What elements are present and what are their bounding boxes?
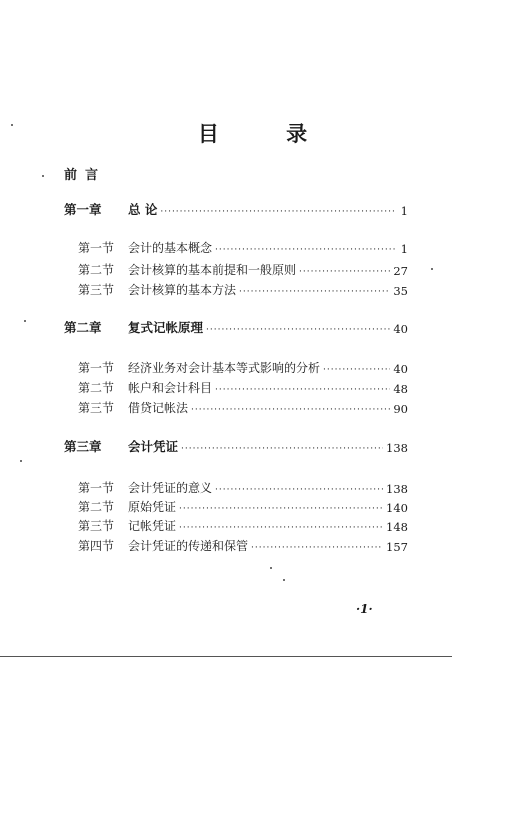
preface-heading: 前言 [64,168,107,183]
leader-dots [299,266,390,278]
section-number: 第二节 [78,381,115,395]
toc-chapter-3[interactable] [64,437,408,455]
section-title: 会计的基本概念 [128,241,213,255]
page-ref: 40 [393,362,408,376]
leader-dots [251,542,383,554]
section-number: 第一节 [78,241,115,255]
scan-speck [283,579,285,581]
toc-section[interactable] [64,516,408,534]
toc-chapter-1[interactable] [64,200,408,218]
page-title: 目 录 [197,121,338,146]
page-ref: 35 [393,284,408,298]
toc-section[interactable] [64,238,408,256]
toc-section[interactable] [64,280,408,298]
bottom-rule [0,656,452,657]
chapter-number: 第二章 [64,320,102,335]
leader-dots [179,503,383,515]
page-ref: 40 [393,322,408,336]
scan-speck [431,268,433,270]
section-title: 帐户和会计科目 [128,381,213,395]
leader-dots [239,286,390,298]
section-number: 第一节 [78,361,115,375]
leader-dots [215,244,395,256]
chapter-number: 第三章 [64,439,102,454]
page-ref: 157 [386,540,408,554]
leader-dots [323,364,390,376]
toc-section[interactable] [64,260,408,278]
leader-dots [206,324,390,336]
chapter-title: 复式记帐原理 [128,320,204,335]
section-title: 会计凭证的传递和保管 [128,539,249,553]
leader-dots [181,443,383,455]
scan-speck [270,567,272,569]
chapter-number: 第一章 [64,202,102,217]
section-number: 第三节 [78,401,115,415]
section-title: 会计凭证的意义 [128,481,213,495]
page-ref: 138 [386,482,408,496]
toc-section[interactable] [64,478,408,496]
section-title: 借贷记帐法 [128,401,189,415]
toc-section[interactable] [64,378,408,396]
leader-dots [179,522,383,534]
page-ref: 140 [386,501,408,515]
toc-section[interactable] [64,398,408,416]
toc-section[interactable] [64,497,408,515]
section-number: 第三节 [78,519,115,533]
page-ref: 148 [386,520,408,534]
scan-speck [42,175,44,177]
scan-speck [11,124,13,126]
scan-speck [20,460,22,462]
page-ref: 1 [400,242,408,256]
page-ref: 48 [393,382,408,396]
section-title: 会计核算的基本前提和一般原则 [128,263,297,277]
section-number: 第二节 [78,500,115,514]
section-title: 经济业务对会计基本等式影响的分析 [128,361,321,375]
section-number: 第四节 [78,539,115,553]
leader-dots [160,206,395,218]
toc-section[interactable] [64,536,408,554]
scan-speck [24,320,26,322]
chapter-title: 总 论 [128,202,158,217]
toc-chapter-2[interactable] [64,318,408,336]
section-title: 记帐凭证 [128,519,177,533]
section-title: 原始凭证 [128,500,177,514]
page-ref: 1 [400,204,408,218]
page-ref: 27 [393,264,408,278]
section-number: 第三节 [78,283,115,297]
section-title: 会计核算的基本方法 [128,283,237,297]
page-ref: 90 [393,402,408,416]
page-ref: 138 [386,441,408,455]
page-number: ·1· [356,602,373,616]
toc-section[interactable] [64,358,408,376]
section-number: 第二节 [78,263,115,277]
section-number: 第一节 [78,481,115,495]
leader-dots [191,404,390,416]
chapter-title: 会计凭证 [128,439,179,454]
leader-dots [215,384,390,396]
leader-dots [215,484,383,496]
